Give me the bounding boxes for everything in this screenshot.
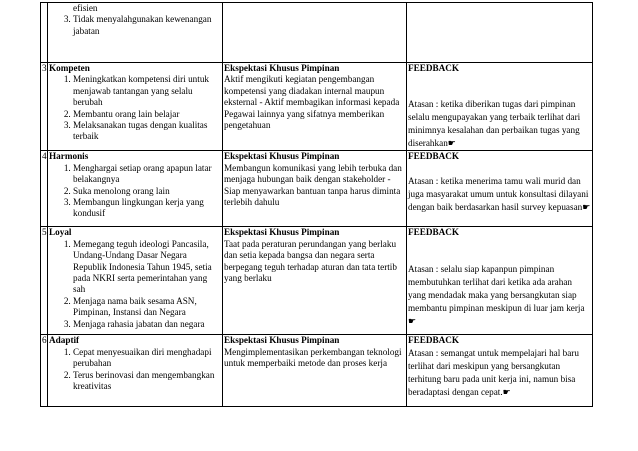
expectation-header: Ekspektasi Khusus Pimpinan <box>224 151 340 162</box>
list-item: 1. Cepat menyesuaikan diri menghadapi perubahan <box>73 347 221 370</box>
row-number-cell <box>41 3 48 63</box>
expectation-cell <box>223 227 407 335</box>
feedback-cell <box>407 63 593 151</box>
expectation-cell <box>223 63 407 151</box>
expectation-cell <box>223 3 407 63</box>
expectation-cell <box>223 335 407 407</box>
feedback-cell <box>407 335 593 407</box>
value-title: Loyal <box>49 227 72 238</box>
value-title: Harmonis <box>49 151 89 162</box>
hand-pointing-icon: ☛ <box>447 138 456 149</box>
feedback-cell <box>407 227 593 335</box>
feedback-text: Atasan : ketika menerima tamu wali murid dan juga masyarakat umum untuk konsultasi dilayani dengan baik berdasarkan hasil survey kepuasan <box>408 175 589 212</box>
list-item: 1. Menghargai setiap orang apapun latar belakangnya <box>73 163 221 186</box>
list-item: 1. Meningkatkan kompetensi diri untuk menjawab tantangan yang selalu berubah <box>73 74 221 108</box>
feedback-header: FEEDBACK <box>408 227 460 238</box>
feedback-header: FEEDBACK <box>408 63 460 73</box>
table-row-continued <box>41 3 593 63</box>
table-row <box>41 335 593 407</box>
expectation-header: Ekspektasi Khusus Pimpinan <box>224 63 340 73</box>
list-item: 3. Membangun lingkungan kerja yang kondusif <box>73 197 221 220</box>
values-cell <box>48 63 223 151</box>
list-item: 2. Terus berinovasi dan mengembangkan kreativitas <box>73 370 221 393</box>
expectation-text: Mengimplementasikan perkembangan teknologi untuk memperbaiki metode dan proses kerja <box>224 346 402 369</box>
table-row <box>41 151 593 227</box>
list-item: 2. Membantu orang lain belajar <box>73 109 221 120</box>
list-item: 2. Menjaga nama baik sesama ASN, Pimpinan, Instansi dan Negara <box>73 296 221 319</box>
feedback-cell <box>407 3 593 63</box>
value-title: Adaptif <box>49 335 80 346</box>
feedback-text: Atasan : ketika diberikan tugas dari pimpinan selalu mengupayakan yang terbaik terlihat dari minimnya kesalahan dan perbaikan tugas yang diserahkan <box>408 99 581 149</box>
list-item: 3. Melaksanakan tugas dengan kualitas terbaik <box>73 120 221 143</box>
hand-pointing-icon: ☛ <box>408 315 417 326</box>
list-item: 3. Tidak menyalahgunakan kewenangan jabatan <box>73 14 221 37</box>
values-cell <box>48 227 223 335</box>
feedback-text: Atasan : semangat untuk mempelajari hal baru terlihat dari meskipun yang bersangkutan terhitung baru pada unit kerja ini, namun bisa beradaptasi dengan cepat. <box>408 347 579 397</box>
expectation-text: Taat pada peraturan perundangan yang berlaku dan setia kepada bangsa dan negara serta berpegang teguh terhadap aturan dan tata tertib yang berlaku <box>224 238 397 284</box>
expectation-text: Aktif mengikuti kegiatan pengembangan kompetensi yang diadakan internal maupun eksternal - Aktif membagikan informasi kepada Pegawai lainnya yang sifatnya memberikan pengetahuan <box>224 74 400 131</box>
expectation-header: Ekspektasi Khusus Pimpinan <box>224 335 340 346</box>
expectation-cell <box>223 151 407 227</box>
row-number: 3 <box>41 63 48 151</box>
list-item: 3. Menjaga rahasia jabatan dan negara <box>73 319 221 330</box>
expectation-header: Ekspektasi Khusus Pimpinan <box>224 227 340 238</box>
expectation-text: Membangun komunikasi yang lebih terbuka dan menjaga hubungan baik dengan stakeholder - Siap menyawarkan bantuan tanpa harus diminta terlebih dahulu <box>224 162 402 208</box>
values-table <box>40 2 593 407</box>
list-item: 1. Memegang teguh ideologi Pancasila, Undang-Undang Dasar Negara Republik Indonesia Tahun 1945, setia pada NKRI serta pemerintahan yang sah <box>73 239 221 296</box>
values-cell <box>48 151 223 227</box>
row-number: 4 <box>41 151 48 227</box>
feedback-cell <box>407 151 593 227</box>
feedback-text: Atasan : selalu siap kapanpun pimpinan membutuhkan terlihat dari ketika ada arahan yang mendadak maka yang bersangkutan siap membantu pimpinan meskipun di luar jam kerja <box>408 263 585 313</box>
table-row <box>41 63 593 151</box>
hand-pointing-icon: ☛ <box>582 201 591 212</box>
list-item-continued: efisien <box>73 3 98 13</box>
values-cell <box>48 335 223 407</box>
row-number: 6 <box>41 335 48 407</box>
values-cell <box>48 3 223 63</box>
feedback-header: FEEDBACK <box>408 335 460 346</box>
row-number: 5 <box>41 227 48 335</box>
hand-pointing-icon: ☛ <box>502 386 511 397</box>
table-row <box>41 227 593 335</box>
value-title: Kompeten <box>49 63 90 73</box>
feedback-header: FEEDBACK <box>408 151 460 162</box>
list-item: 2. Suka menolong orang lain <box>73 186 221 197</box>
